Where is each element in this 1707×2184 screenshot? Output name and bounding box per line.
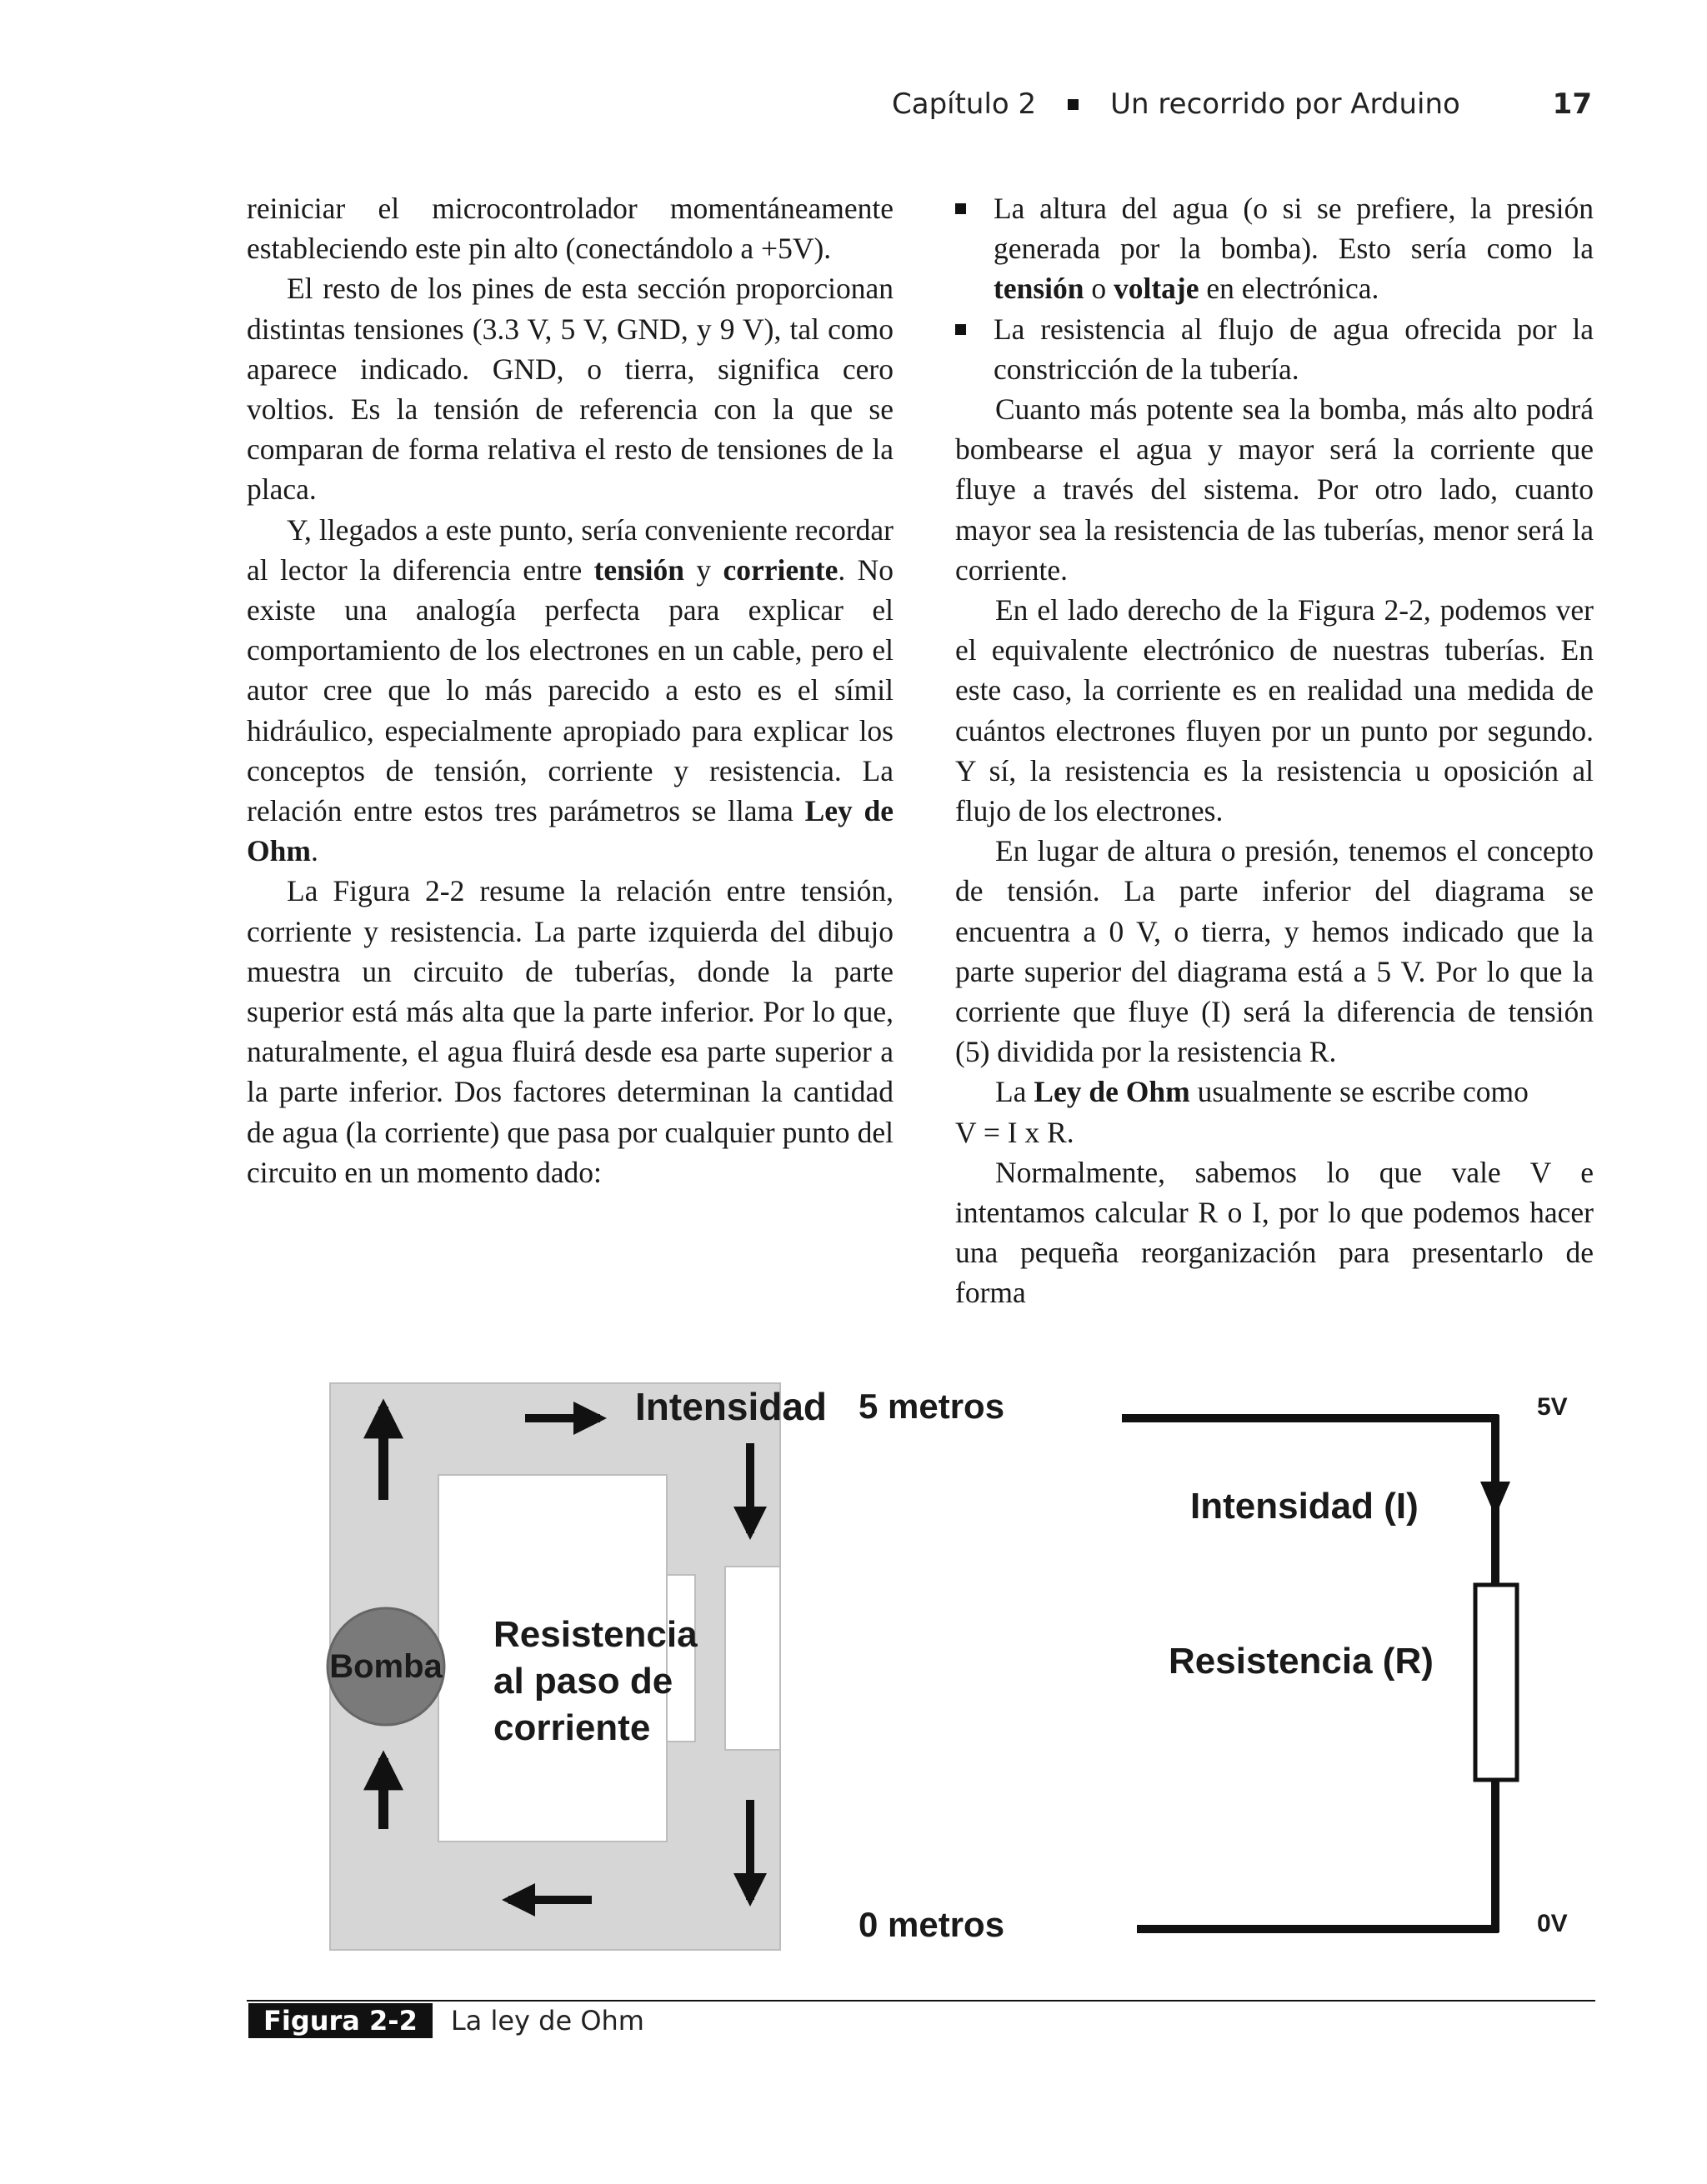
bullet-square-icon [955, 203, 966, 214]
paragraph: La Figura 2-2 resume la relación entre tensión, corriente y resistencia. La parte izquierda del dibujo muestra un circuito de tuberías, donde la parte superior está más alta que la parte inferior. Por lo que, naturalmente, el agua fluirá desde esa parte superior a la parte inferior. Dos factores determinan la cantidad de agua (la corriente) que pasa por cualquier punto del circuito en un momento dado: [247, 874, 894, 1189]
paragraph: Cuanto más potente sea la bomba, más alto podrá bombearse el agua y mayor será la corriente que fluye a través del sistema. Por otro lado, cuanto mayor sea la resistencia de las tuberías, menor será la corriente. [955, 392, 1594, 587]
page-number: 17 [1552, 87, 1592, 121]
left-column [247, 188, 894, 1192]
running-header [892, 87, 1592, 121]
resistance-label-line1: Resistencia [493, 1614, 698, 1655]
current-arrow-icon [1480, 1482, 1510, 1517]
figure-number-tag: Figura 2-2 [248, 2003, 433, 2038]
top-height-label: 5 metros [859, 1387, 1005, 1426]
paragraph: Y, llegados a este punto, sería conveniente recordar al lector la diferencia entre tensión y corriente. No existe una analogía perfecta para explicar el comportamiento de los electrones en un cable, pero el autor cree que lo más parecido a esto es el símil hidráulico, especialmente apropiado para explicar los conceptos de tensión, corriente y resistencia. La relación entre estos tres parámetros se llama Ley de Ohm. [247, 512, 894, 868]
list-item: La resistencia al flujo de agua ofrecida por la constricción de la tubería. [955, 309, 1594, 389]
right-column [955, 188, 1594, 1313]
resistance-label-line2: al paso de [493, 1661, 673, 1702]
figure-caption-text: La ley de Ohm [450, 2005, 644, 2037]
caption-rule [247, 2000, 1595, 2002]
paragraph: En lugar de altura o presión, tenemos el concepto de tensión. La parte inferior del diagrama se encuentra a 0 V, o tierra, y hemos indicado que la parte superior del diagrama está a 5 V. Por lo que la corriente que fluye (I) será la diferencia de tensión (5) dividida por la resistencia R. [955, 834, 1594, 1069]
bottom-height-label: 0 metros [859, 1905, 1005, 1944]
figure-caption [248, 2003, 644, 2038]
figure-ohm-law [317, 1367, 1617, 1983]
resistance-label-line3: corriente [493, 1707, 651, 1748]
bullet-square-icon [955, 324, 966, 335]
paragraph: La Ley de Ohm usualmente se escribe como V = I x R. [955, 1075, 1529, 1149]
pipe-intensity-label: Intensidad [635, 1385, 828, 1428]
resistor-symbol [1475, 1585, 1517, 1780]
voltage-top-label: 5V [1537, 1393, 1568, 1421]
chapter-label: Capítulo 2 [892, 87, 1037, 121]
paragraph: Normalmente, sabemos lo que vale V e intentamos calcular R o I, por lo que podemos hacer una pequeña reorganización para presentarlo de forma [955, 1155, 1594, 1310]
paragraph: El resto de los pines de esta sección proporcionan distintas tensiones (3.3 V, 5 V, GND, y 9 V), tal como aparece indicado. GND, o tierra, significa cero voltios. Es la tensión de referencia con la que se comparan de forma relativa el resto de tensiones de la placa. [247, 272, 894, 507]
voltage-bottom-label: 0V [1537, 1910, 1568, 1937]
chapter-title: Un recorrido por Arduino [1110, 87, 1460, 121]
circuit-intensity-label: Intensidad (I) [1190, 1486, 1419, 1527]
bullet-list [955, 188, 1594, 389]
list-item: La altura del agua (o si se prefiere, la presión generada por la bomba). Esto sería como la tensión o voltaje en electrónica. [955, 188, 1594, 309]
pump-label: Bomba [329, 1648, 443, 1685]
circuit-resistance-label: Resistencia (R) [1169, 1641, 1434, 1682]
paragraph: En el lado derecho de la Figura 2-2, podemos ver el equivalente electrónico de nuestras tuberías. En este caso, la corriente es en realidad una medida de cuántos electrones fluyen por un punto por segundo. Y sí, la resistencia es la resistencia u oposición al flujo de los electrones. [955, 593, 1594, 828]
separator-square-icon [1068, 99, 1079, 110]
paragraph: reiniciar el microcontrolador momentáneamente estableciendo este pin alto (conectándolo a +5V). [247, 192, 894, 266]
